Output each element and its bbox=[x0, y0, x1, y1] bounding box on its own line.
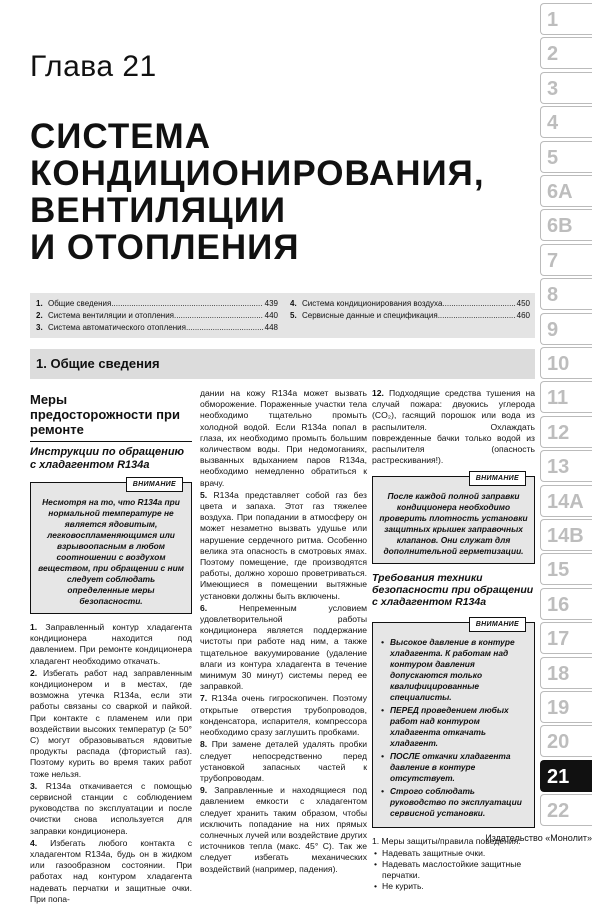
bullet-item: • Надевать защитные очки. bbox=[372, 848, 535, 859]
title-line: СИСТЕМА bbox=[30, 117, 211, 156]
toc-title: Общие сведения bbox=[48, 299, 112, 308]
item-text: дании на кожу R134a может вызвать обморожение. Пораженные участки тела необходимо тщательно промыть холодной водой. Если R134a попал в глаза, их необходимо промыть большим количеством воды. При недомоганиях, вызванных вдыханием паров R134a, необходимо немедленно обратиться к врачу. bbox=[200, 388, 367, 488]
chapter-tab-4[interactable]: 4 bbox=[540, 106, 592, 138]
subheading-r134a: Инструкции по обращению с хладагентом R134a bbox=[30, 446, 185, 471]
warning-list bbox=[379, 637, 528, 819]
item-text: Заправленный контур хладагента кондиционера находится под давлением. При ремонте кондиционера хладагент необходимо откачать. bbox=[30, 622, 192, 666]
warning-list-item: • ПЕРЕД проведением любых работ над контуром хладагента откачать хладагент. bbox=[381, 705, 528, 749]
item-number: 2. bbox=[30, 667, 38, 678]
paragraph-item bbox=[30, 838, 192, 905]
toc-row[interactable] bbox=[36, 298, 278, 310]
heading-safety: Требования техники безопасности при обращении с хладагентом R134a bbox=[372, 572, 534, 609]
toc-number: 2. bbox=[36, 311, 43, 320]
paragraph-item bbox=[30, 668, 192, 780]
chapter-tab-17[interactable]: 17 bbox=[540, 622, 592, 654]
paragraph-list bbox=[200, 388, 367, 875]
item-number: 9. bbox=[200, 785, 208, 796]
toc-page-number: 448 bbox=[264, 323, 278, 332]
paragraph-item bbox=[30, 781, 192, 837]
toc-page-number: 439 bbox=[264, 299, 278, 308]
chapter-tab-13[interactable]: 13 bbox=[540, 450, 592, 482]
chapter-tab-22[interactable]: 22 bbox=[540, 794, 592, 826]
toc-column-right bbox=[290, 298, 530, 322]
paragraph-item bbox=[30, 622, 192, 667]
chapter-tab-2[interactable]: 2 bbox=[540, 37, 592, 69]
title-line: И ОТОПЛЕНИЯ bbox=[30, 228, 300, 267]
toc-page-number: 450 bbox=[516, 299, 530, 308]
item-number: 4. bbox=[30, 837, 38, 848]
text-column-3 bbox=[372, 388, 535, 892]
paragraph-item bbox=[372, 388, 535, 466]
bullet-list bbox=[372, 848, 535, 893]
publisher-credit: Издательство «Монолит» bbox=[485, 833, 592, 843]
toc-row[interactable] bbox=[290, 310, 530, 322]
toc-row[interactable] bbox=[36, 322, 278, 334]
table-of-contents bbox=[30, 293, 535, 338]
section-header bbox=[30, 349, 535, 379]
item-text: Избегать работ над заправленным кондиционером и в местах, где возможна утечка R134a, если эти работы связаны со сваркой и пайкой. При контакте с пламенем или при воздействии высоких температур (≥ 50° С) могут образовываться ядовитые продукты распада (фтористый газ). Поэтому курить во время таких работ тоже нельзя. bbox=[30, 667, 192, 779]
list-intro: 1. Меры защиты/правила поведения: bbox=[372, 836, 521, 847]
chapter-tab-9[interactable]: 9 bbox=[540, 313, 592, 345]
warning-box bbox=[372, 622, 535, 828]
warning-tag: ВНИМАНИЕ bbox=[469, 617, 526, 632]
heading-rule bbox=[30, 441, 192, 442]
item-text: R134a представляет собой газ без цвета и запаха. Этот газ тяжелее воздуха. При попадании в атмосферу он может незаметно вызвать удушье или нарушение сердечного ритма. Особенно велика эта опасность в смотровых ямах. Поэтому помещение, где производятся работы, должно хорошо проветриваться. Имеющиеся в помещении вытяжные установки должны быть включены. bbox=[200, 489, 367, 601]
chapter-tab-5[interactable]: 5 bbox=[540, 141, 592, 173]
warning-list-item: • ПОСЛЕ откачки хладагента давление в контуре отсутствует. bbox=[381, 751, 528, 784]
title-line: ВЕНТИЛЯЦИИ bbox=[30, 191, 287, 230]
item-text: Подходящие средства тушения на случай пожара: двуокись углерода (CO₂), гасящий порошок или вода из распылителя. Охлаждать поврежденные бачки только водой из распылителя (опасность растрескивания!). bbox=[372, 388, 536, 466]
chapter-tab-15[interactable]: 15 bbox=[540, 553, 592, 585]
chapter-tab-16[interactable]: 16 bbox=[540, 588, 592, 620]
toc-title: Сервисные данные и спецификация bbox=[302, 311, 438, 320]
chapter-tab-14b[interactable]: 14B bbox=[540, 519, 592, 551]
toc-leader bbox=[111, 298, 262, 310]
text-column-2 bbox=[200, 388, 367, 876]
toc-leader bbox=[438, 310, 515, 322]
warning-text: Несмотря на то, что R134a при нормальной температуре не является ядовитым, легковоспламеняющимся или взрывоопасным в любом соотношении с воздухом веществом, при обращении с ним следует соблюдать определенные меры безопасности. bbox=[38, 497, 184, 606]
title-line: КОНДИЦИОНИРОВАНИЯ, bbox=[30, 154, 485, 193]
paragraph-item bbox=[200, 739, 367, 784]
chapter-tab-14a[interactable]: 14A bbox=[540, 485, 592, 517]
chapter-tab-20[interactable]: 20 bbox=[540, 725, 592, 757]
toc-number: 5. bbox=[290, 311, 297, 320]
warning-list-item: • Высокое давление в контуре хладагента. К работам над контуром давления допускаются только квалифицированные специалисты. bbox=[381, 637, 528, 703]
item-text: Заправленные и находящиеся под давлением емкости с хладагентом следует хранить таким образом, чтобы исключить попадание на них прямых солнечных лучей или воздействие других источников тепла (макс. 45° С). Так же следует избегать механических воздействий (например, падения). bbox=[200, 785, 368, 874]
item-text: Избегать любого контакта с хладагентом R134a, будь он в жидком или газообразном состоянии. При работах над контуром хладагента надевать перчатки и защитные очки. При попа- bbox=[30, 837, 192, 904]
chapter-tab-10[interactable]: 10 bbox=[540, 347, 592, 379]
item-number: 5. bbox=[200, 489, 208, 500]
toc-leader bbox=[442, 298, 514, 310]
item-number: 1. bbox=[30, 622, 38, 632]
toc-number: 3. bbox=[36, 323, 43, 332]
section-title: 1. Общие сведения bbox=[36, 356, 160, 371]
item-text: R134a откачивается с помощью сервисной станции с соблюдением руководства по эксплуатации и после очистки снова используется для заправки кондиционера. bbox=[30, 780, 192, 836]
chapter-tab-21[interactable]: 21 bbox=[540, 760, 592, 792]
toc-title: Система автоматического отопления bbox=[48, 323, 186, 332]
toc-row[interactable] bbox=[290, 298, 530, 310]
chapter-tab-3[interactable]: 3 bbox=[540, 72, 592, 104]
warning-box bbox=[372, 476, 535, 564]
toc-page-number: 460 bbox=[516, 311, 530, 320]
item-number: 8. bbox=[200, 739, 208, 750]
toc-column-left bbox=[36, 298, 278, 334]
toc-leader bbox=[186, 322, 263, 334]
paragraph-list bbox=[30, 622, 192, 905]
item-text: R134a очень гигроскопичен. Поэтому открытые отверстия трубопроводов, конденсатора, испарителя, компрессора необходимо сразу заглушить пробками. bbox=[200, 693, 367, 738]
chapter-tab-11[interactable]: 11 bbox=[540, 381, 592, 413]
item-number: 12. bbox=[372, 388, 384, 398]
toc-number: 4. bbox=[290, 299, 297, 308]
paragraph-item bbox=[200, 490, 367, 602]
chapter-tab-18[interactable]: 18 bbox=[540, 657, 592, 689]
chapter-tab-7[interactable]: 7 bbox=[540, 244, 592, 276]
text-column-1 bbox=[30, 388, 192, 906]
item-text: При замене деталей удалять пробки следует непосредственно перед установкой запасных частей к трубопроводам. bbox=[200, 739, 368, 783]
bullet-item: • Надевать маслостойкие защитные перчатки. bbox=[372, 859, 535, 881]
paragraph-item bbox=[200, 785, 367, 875]
heading-precautions: Меры предосторожности при ремонте bbox=[30, 392, 180, 437]
paragraph-item bbox=[200, 388, 367, 489]
item-number: 6. bbox=[200, 602, 208, 613]
chapter-tab-6a[interactable]: 6A bbox=[540, 175, 592, 207]
toc-page-number: 440 bbox=[264, 311, 278, 320]
warning-tag: ВНИМАНИЕ bbox=[469, 471, 526, 486]
paragraph-item bbox=[200, 603, 367, 693]
chapter-label: Глава 21 bbox=[30, 50, 157, 83]
chapter-title bbox=[30, 118, 485, 266]
chapter-tab-6b[interactable]: 6B bbox=[540, 209, 592, 241]
toc-leader bbox=[174, 310, 263, 322]
chapter-tab-8[interactable]: 8 bbox=[540, 278, 592, 310]
item-number: 7. bbox=[200, 693, 208, 704]
bullet-item: • Не курить. bbox=[372, 881, 535, 892]
chapter-tab-19[interactable]: 19 bbox=[540, 691, 592, 723]
warning-box bbox=[30, 482, 192, 614]
item-number: 3. bbox=[30, 780, 38, 791]
paragraph-item bbox=[200, 693, 367, 738]
item-text: Непременным условием удовлетворительной работы кондиционера является поддержание чистоты при работе над ним, а также тщательное вакуумирование (удаление влаги из контура хладагента в течение минимум 30 минут) системы перед ее заправкой. bbox=[200, 602, 368, 692]
warning-tag: ВНИМАНИЕ bbox=[126, 477, 183, 492]
chapter-tab-12[interactable]: 12 bbox=[540, 416, 592, 448]
toc-title: Система кондиционирования воздуха bbox=[302, 299, 443, 308]
toc-title: Система вентиляции и отопления bbox=[48, 311, 174, 320]
warning-list-item: • Строго соблюдать руководство по эксплуатации сервисной установки. bbox=[381, 786, 528, 819]
warning-text: После каждой полной заправки кондиционера необходимо проверить плотность установки защитных крышек заправочных клапанов. Они служат для дополнительной герметизации. bbox=[379, 491, 528, 557]
toc-row[interactable] bbox=[36, 310, 278, 322]
chapter-tab-1[interactable]: 1 bbox=[540, 3, 592, 35]
toc-number: 1. bbox=[36, 299, 43, 308]
